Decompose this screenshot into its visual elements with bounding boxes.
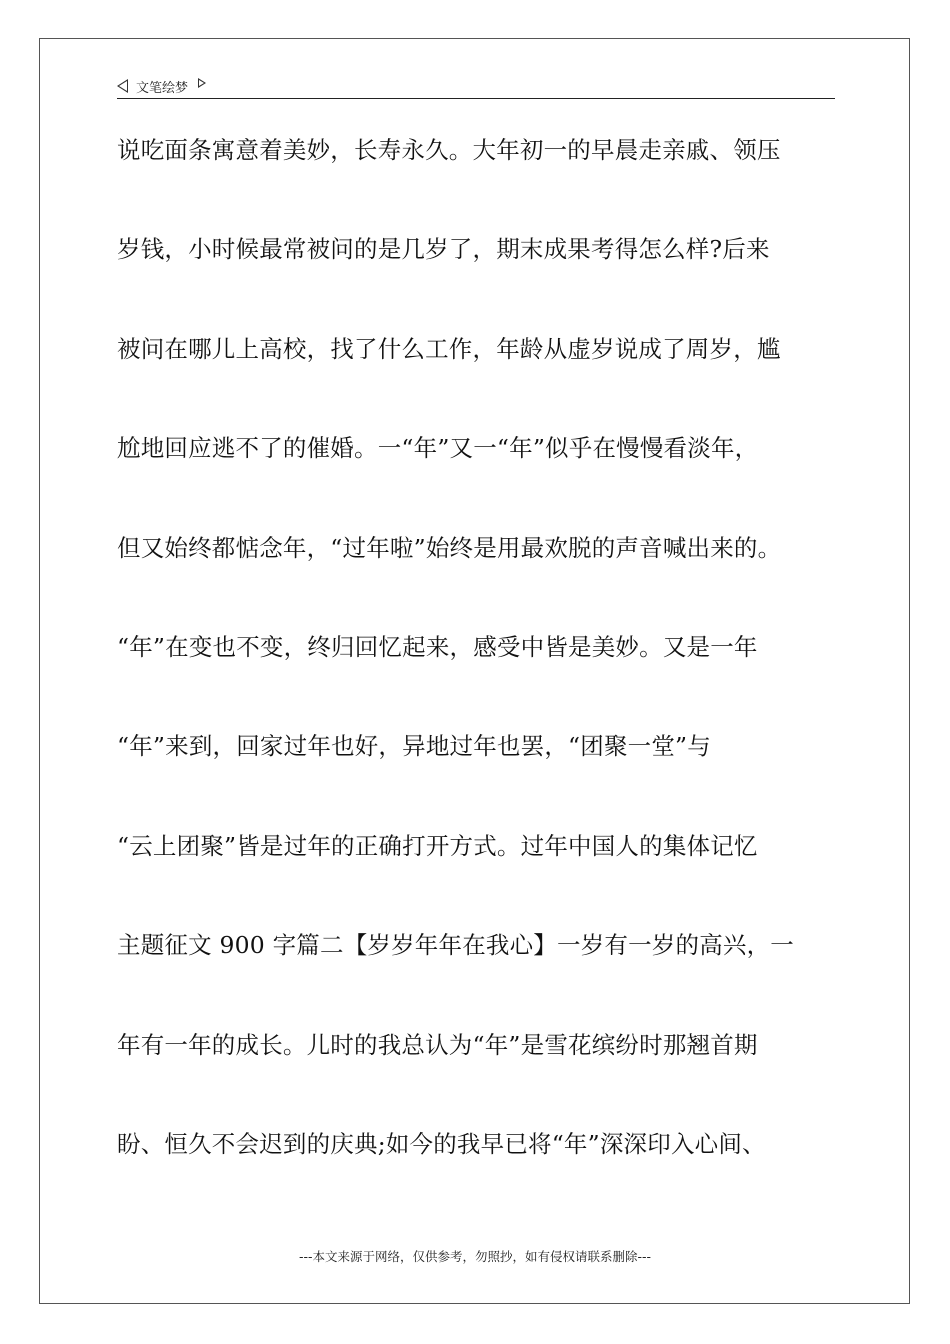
text-line: 被问在哪儿上高校，找了什么工作，年龄从虚岁说成了周岁，尴	[117, 334, 781, 363]
text-line: 盼、恒久不会迟到的庆典;如今的我早已将“年”深深印入心间、	[117, 1129, 766, 1158]
header-divider	[117, 98, 835, 99]
footer-notice: ---本文来源于网络，仅供参考，勿照抄，如有侵权请联系删除---	[298, 1249, 652, 1264]
text-line: “云上团聚”皆是过年的正确打开方式。过年中国人的集体记忆	[117, 831, 758, 860]
text-line: 尬地回应逃不了的催婚。一“年”又一“年”似乎在慢慢看淡年，	[117, 434, 759, 463]
triangle-right-icon	[198, 78, 206, 88]
text-line: 年有一年的成长。儿时的我总认为“年”是雪花缤纷时那翘首期	[117, 1030, 758, 1059]
text-line: 但又始终都惦念年，“过年啦”始终是用最欢脱的声音喊出来的。	[117, 533, 782, 562]
text-line: “年”来到，回家过年也好，异地过年也罢，“团聚一堂”与	[117, 732, 711, 761]
page-header	[117, 74, 206, 98]
text-line: 说吃面条寓意着美妙，长寿永久。大年初一的早晨走亲戚、领压	[117, 136, 781, 164]
header-title: 文笔绘梦	[136, 80, 189, 96]
triangle-left-icon	[117, 79, 128, 93]
text-line: “年”在变也不变，终归回忆起来，感受中皆是美妙。又是一年	[117, 632, 758, 661]
body-text	[117, 124, 837, 1217]
text-line: 主题征文 900 字篇二【岁岁年年在我心】一岁有一岁的高兴，一	[117, 931, 794, 960]
text-line: 岁钱，小时候最常被问的是几岁了，期末成果考得怎么样?后来	[117, 235, 770, 264]
